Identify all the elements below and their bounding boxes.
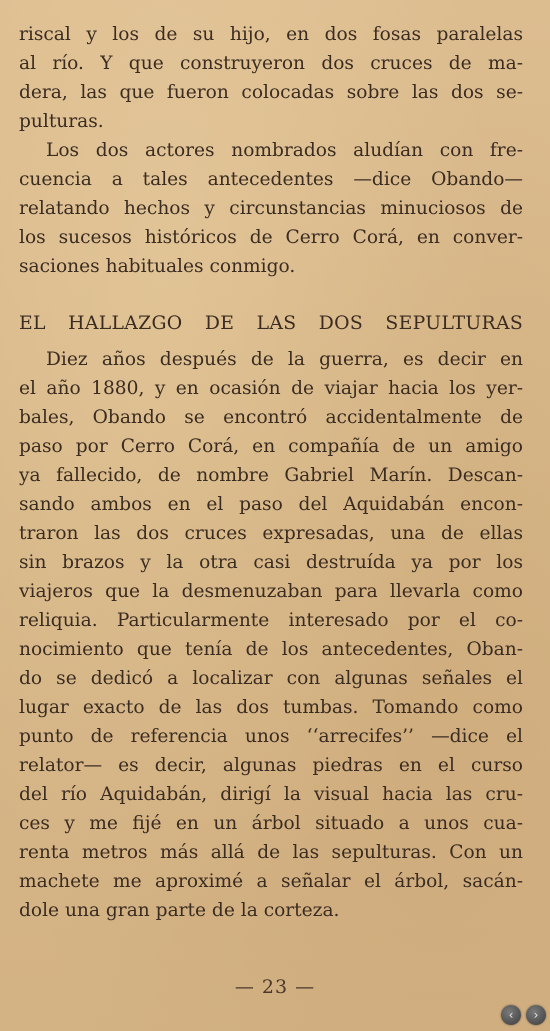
text-line: del río Aquidabán, dirigí la visual hacia las cru-	[19, 784, 523, 805]
text-line: paso por Cerro Corá, en compañía de un amigo	[19, 436, 523, 457]
text-line: sando ambos en el paso del Aquidabán encon-	[19, 494, 523, 515]
text-line: renta metros más allá de las sepulturas. Con un	[19, 842, 523, 863]
text-line: lugar exacto de las dos tumbas. Tomando como	[19, 697, 523, 718]
text-line: los sucesos históricos de Cerro Corá, en conver-	[19, 227, 523, 248]
text-line: do se dedicó a localizar con algunas señales el	[19, 668, 523, 689]
text-line: traron las dos cruces expresadas, una de ellas	[19, 523, 523, 544]
text-line: dole una gran parte de la corteza.	[19, 900, 340, 921]
page-number: — 23 —	[234, 976, 316, 998]
text-line: el año 1880, y en ocasión de viajar hacia los yer-	[19, 378, 523, 399]
paragraph-1	[19, 20, 523, 136]
text-line: nocimiento que tenía de los antecedentes, Oban-	[19, 639, 523, 660]
text-line: viajeros que la desmenuzaban para llevarla como	[19, 581, 523, 602]
text-line: sin brazos y la otra casi destruída ya por los	[19, 552, 523, 573]
text-line: punto de referencia unos ‘‘arrecifes’’ —dice el	[19, 726, 523, 747]
text-line: machete me aproximé a señalar el árbol, sacán-	[19, 871, 523, 892]
text-line: saciones habituales conmigo.	[19, 256, 296, 277]
text-line: bales, Obando se encontró accidentalmente de	[19, 407, 523, 428]
paragraph-2	[19, 136, 523, 281]
text-line: ya fallecido, de nombre Gabriel Marín. Descan-	[19, 465, 523, 486]
book-page-text	[19, 20, 523, 925]
text-line: pulturas.	[19, 111, 104, 132]
text-line: ces y me fijé en un árbol situado a unos cua-	[19, 813, 523, 834]
text-line: Los dos actores nombrados aludían con fre-	[46, 140, 523, 161]
text-line: relator— es decir, algunas piedras en el curso	[19, 755, 523, 776]
text-line: Diez años después de la guerra, es decir en	[46, 349, 523, 370]
text-line: cuencia a tales antecedentes —dice Obando—	[19, 169, 523, 190]
text-line: relatando hechos y circunstancias minuciosos de	[19, 198, 523, 219]
next-page-icon[interactable]: ›	[526, 1005, 546, 1025]
text-line: reliquia. Particularmente interesado por el co-	[19, 610, 523, 631]
section-heading: EL HALLAZGO DE LAS DOS SEPULTURAS	[19, 313, 523, 334]
paragraph-3	[19, 345, 523, 925]
text-line: al río. Y que construyeron dos cruces de ma-	[19, 53, 523, 74]
previous-page-icon[interactable]: ‹	[501, 1005, 521, 1025]
text-line: riscal y los de su hijo, en dos fosas paralelas	[19, 24, 523, 45]
text-line: dera, las que fueron colocadas sobre las dos se-	[19, 82, 523, 103]
